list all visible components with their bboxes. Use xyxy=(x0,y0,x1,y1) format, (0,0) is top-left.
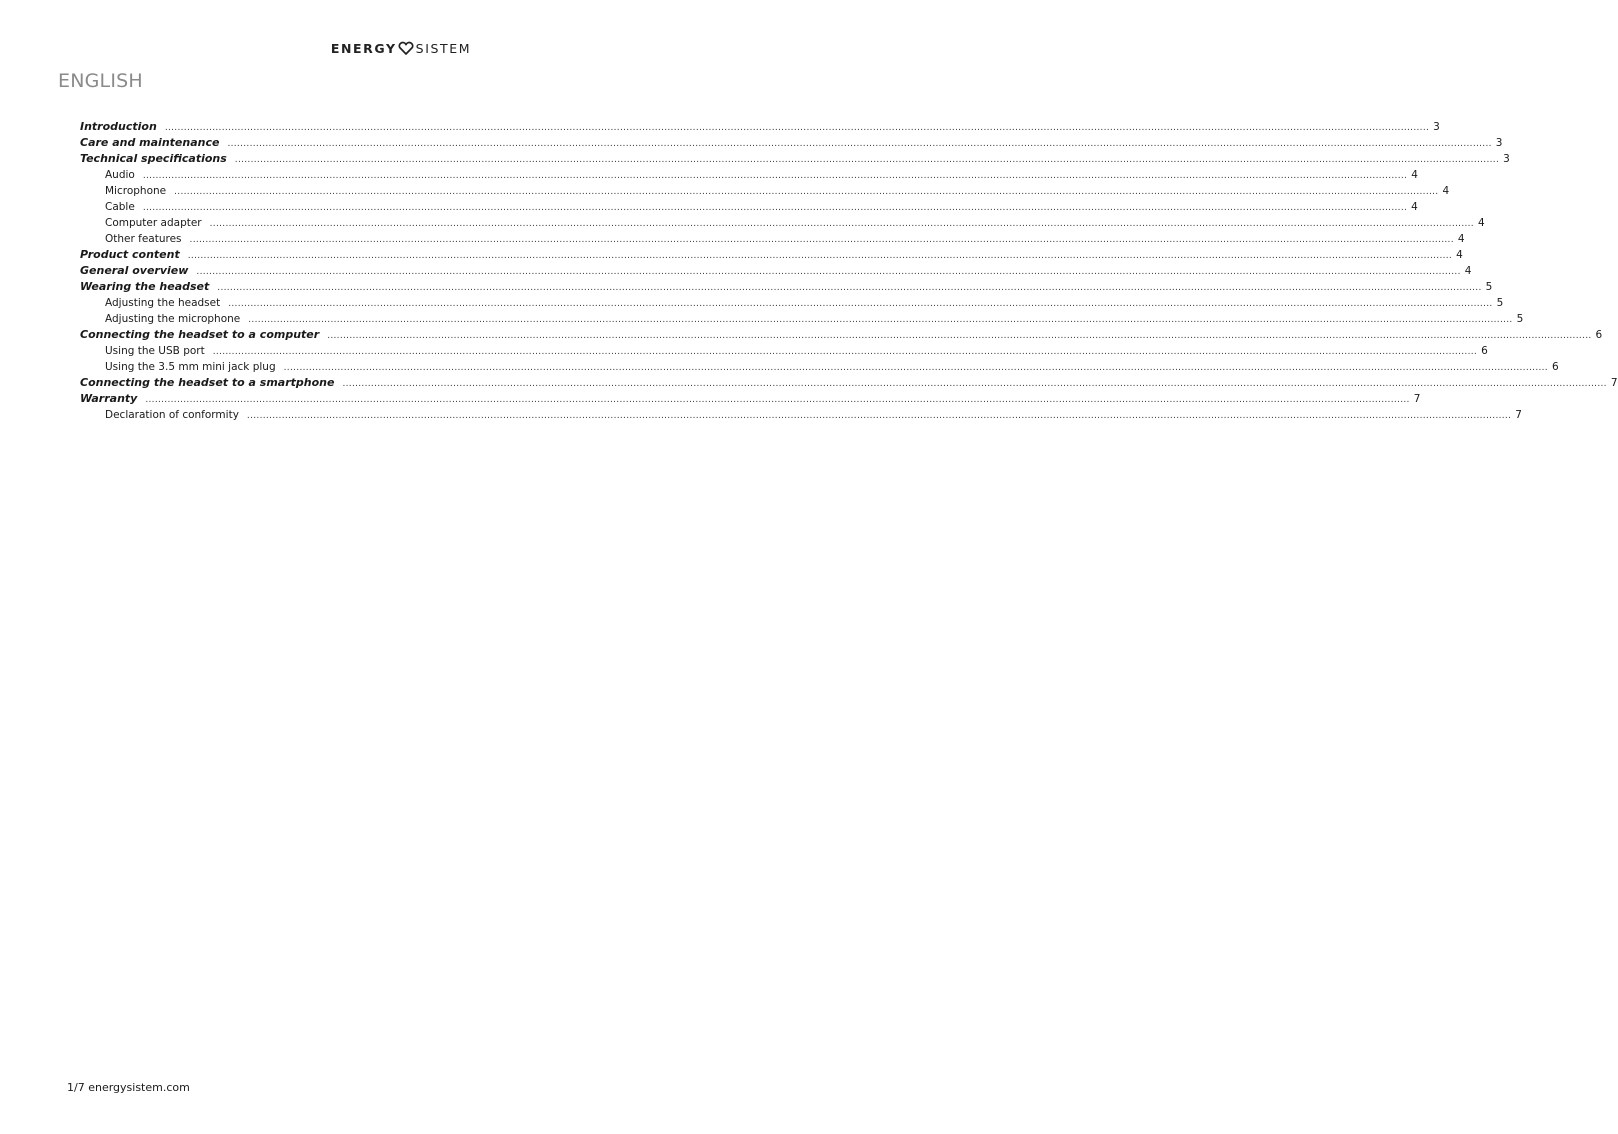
toc-dot-leader: ................................................................................................................................................................................................................................................................................................................................................................................................................ xyxy=(187,251,1453,261)
toc-entry-label: Technical specifications xyxy=(80,152,227,165)
toc-entry[interactable] xyxy=(80,311,1524,327)
toc-entry[interactable] xyxy=(80,183,1450,199)
toc-entry[interactable] xyxy=(80,215,1485,231)
toc-entry[interactable] xyxy=(80,119,1440,135)
toc-entry-page-number: 7 xyxy=(1610,377,1618,389)
toc-entry-label: Microphone xyxy=(105,185,167,197)
toc-dot-leader: ................................................................................................................................................................................................................................................................................................................................................................................................................ xyxy=(228,299,1493,309)
toc-entry[interactable] xyxy=(80,295,1504,311)
toc-dot-leader: ................................................................................................................................................................................................................................................................................................................................................................................................................ xyxy=(164,123,1430,133)
toc-entry-page-number: 4 xyxy=(1477,217,1485,229)
toc-entry-label: Computer adapter xyxy=(105,217,202,229)
toc-entry-label: Connecting the headset to a smartphone xyxy=(80,376,335,389)
toc-entry-label: Wearing the headset xyxy=(80,280,210,293)
toc-dot-leader: ................................................................................................................................................................................................................................................................................................................................................................................................................ xyxy=(246,411,1512,421)
toc-entry-label: Adjusting the microphone xyxy=(105,313,241,325)
toc-dot-leader: ................................................................................................................................................................................................................................................................................................................................................................................................................ xyxy=(142,171,1408,181)
toc-dot-leader: ................................................................................................................................................................................................................................................................................................................................................................................................................ xyxy=(174,187,1439,197)
toc-entry-page-number: 5 xyxy=(1496,297,1504,309)
toc-dot-leader: ................................................................................................................................................................................................................................................................................................................................................................................................................ xyxy=(145,395,1410,405)
toc-entry-page-number: 3 xyxy=(1433,121,1440,133)
toc-dot-leader: ................................................................................................................................................................................................................................................................................................................................................................................................................ xyxy=(342,379,1607,389)
toc-entry[interactable] xyxy=(80,407,1522,423)
toc-entry-label: General overview xyxy=(80,264,189,277)
toc-entry[interactable] xyxy=(80,359,1559,375)
toc-dot-leader: ................................................................................................................................................................................................................................................................................................................................................................................................................ xyxy=(142,203,1408,213)
toc-dot-leader: ................................................................................................................................................................................................................................................................................................................................................................................................................ xyxy=(212,347,1478,357)
toc-entry[interactable] xyxy=(80,247,1463,263)
toc-entry-page-number: 4 xyxy=(1411,201,1418,213)
toc-entry-page-number: 4 xyxy=(1457,233,1465,245)
toc-entry-page-number: 6 xyxy=(1551,361,1559,373)
toc-entry-page-number: 6 xyxy=(1481,345,1488,357)
toc-dot-leader: ................................................................................................................................................................................................................................................................................................................................................................................................................ xyxy=(248,315,1513,325)
page-footer: 1/7 energysistem.com xyxy=(67,1081,190,1094)
toc-dot-leader: ................................................................................................................................................................................................................................................................................................................................................................................................................ xyxy=(227,139,1492,149)
toc-entry-page-number: 4 xyxy=(1411,169,1418,181)
toc-entry-page-number: 7 xyxy=(1413,393,1421,405)
toc-entry-label: Other features xyxy=(105,233,182,245)
page-title: ENGLISH xyxy=(58,70,143,92)
toc-entry[interactable] xyxy=(80,231,1465,247)
toc-entry-label: Connecting the headset to a computer xyxy=(80,328,320,341)
toc-dot-leader: ................................................................................................................................................................................................................................................................................................................................................................................................................ xyxy=(234,155,1500,165)
toc-entry-page-number: 4 xyxy=(1464,265,1472,277)
toc-entry-label: Product content xyxy=(80,248,180,261)
toc-entry-label: Audio xyxy=(105,169,135,181)
toc-entry-label: Using the 3.5 mm mini jack plug xyxy=(105,361,276,373)
toc-entry-page-number: 5 xyxy=(1485,281,1493,293)
toc-entry[interactable] xyxy=(80,135,1503,151)
toc-entry[interactable] xyxy=(80,343,1488,359)
toc-dot-leader: ................................................................................................................................................................................................................................................................................................................................................................................................................ xyxy=(327,331,1592,341)
toc-entry-page-number: 5 xyxy=(1516,313,1524,325)
toc-dot-leader: ................................................................................................................................................................................................................................................................................................................................................................................................................ xyxy=(189,235,1454,245)
toc-entry[interactable] xyxy=(80,167,1418,183)
brand-name-part1: ENERGY xyxy=(330,41,397,56)
toc-dot-leader: ................................................................................................................................................................................................................................................................................................................................................................................................................ xyxy=(196,267,1461,277)
toc-entry-label: Warranty xyxy=(80,392,138,405)
toc-entry[interactable] xyxy=(80,375,1618,391)
toc-entry-page-number: 4 xyxy=(1442,185,1450,197)
toc-entry[interactable] xyxy=(80,327,1603,343)
toc-entry-label: Cable xyxy=(105,201,135,213)
toc-dot-leader: ................................................................................................................................................................................................................................................................................................................................................................................................................ xyxy=(283,363,1548,373)
toc-dot-leader: ................................................................................................................................................................................................................................................................................................................................................................................................................ xyxy=(217,283,1482,293)
toc-entry[interactable] xyxy=(80,151,1510,167)
toc-entry-label: Care and maintenance xyxy=(80,136,220,149)
toc-entry-page-number: 4 xyxy=(1456,249,1463,261)
toc-entry[interactable] xyxy=(80,199,1418,215)
toc-dot-leader: ................................................................................................................................................................................................................................................................................................................................................................................................................ xyxy=(209,219,1474,229)
toc-entry[interactable] xyxy=(80,279,1493,295)
heart-icon xyxy=(398,42,414,58)
toc-entry[interactable] xyxy=(80,263,1472,279)
toc-entry-page-number: 6 xyxy=(1595,329,1603,341)
toc-entry-label: Introduction xyxy=(80,120,157,133)
toc-entry-page-number: 7 xyxy=(1515,409,1522,421)
toc-entry-page-number: 3 xyxy=(1503,153,1510,165)
table-of-contents xyxy=(80,119,1618,423)
toc-entry-page-number: 3 xyxy=(1495,137,1503,149)
toc-entry-label: Using the USB port xyxy=(105,345,205,357)
brand-name-part2: SISTEM xyxy=(415,41,472,56)
toc-entry-label: Declaration of conformity xyxy=(105,409,239,421)
brand-logo xyxy=(0,41,802,58)
toc-entry-label: Adjusting the headset xyxy=(105,297,221,309)
toc-entry[interactable] xyxy=(80,391,1421,407)
